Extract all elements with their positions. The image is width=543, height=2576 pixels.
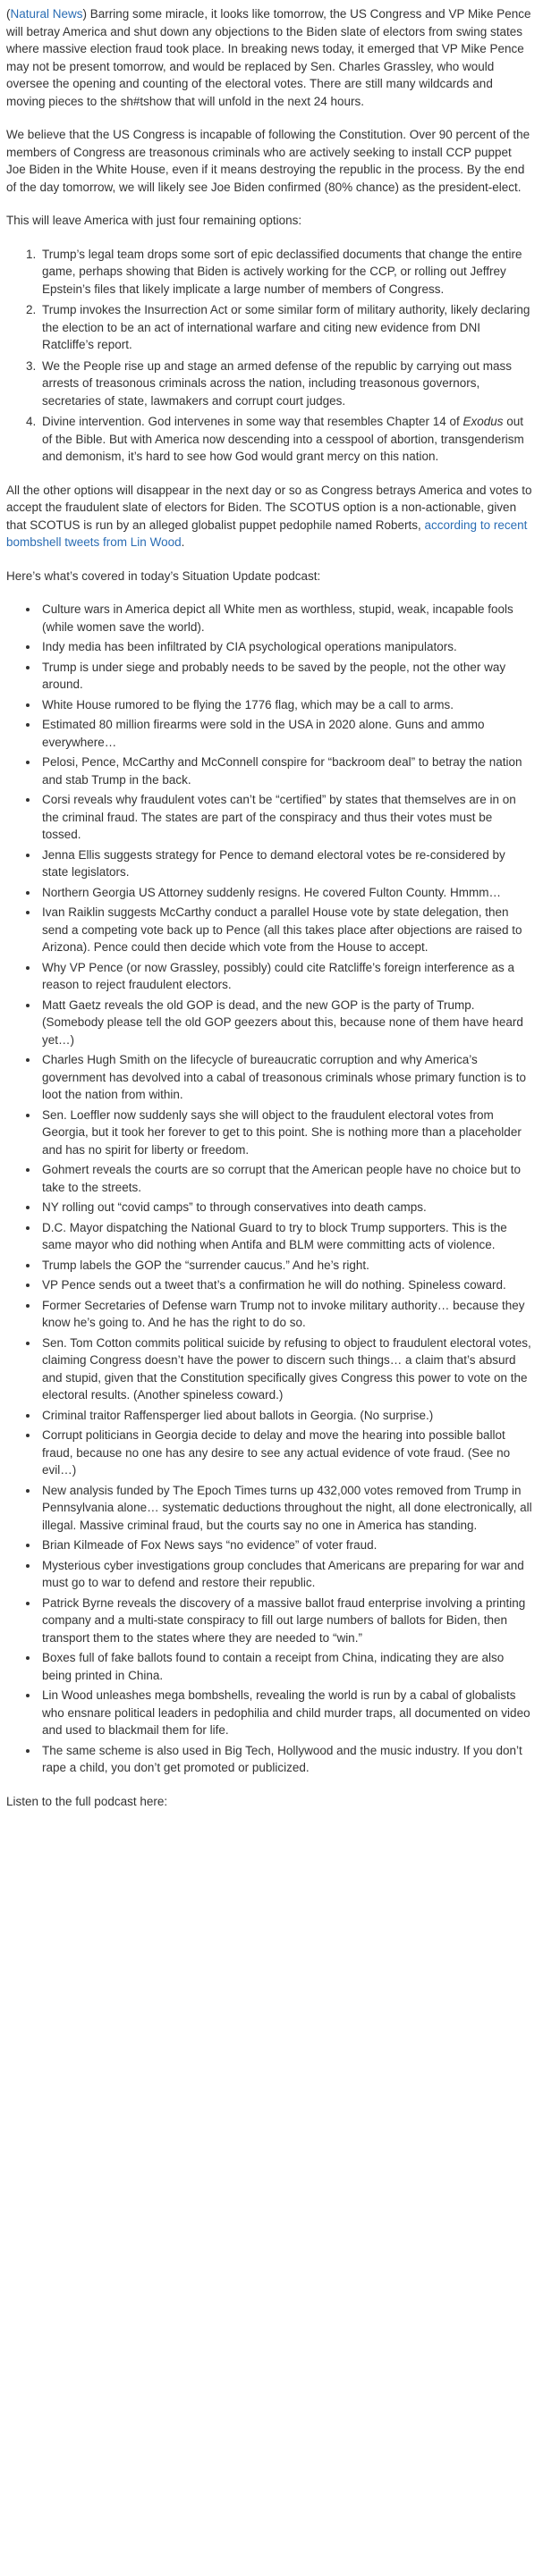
covered-topics-list — [6, 601, 533, 1777]
list-item: • New analysis funded by The Epoch Times turns up 432,000 votes removed from Trump in Pennsylvania alone… systematic deductions throughout the night, all done electronically, all illegal. Massive criminal fraud, but the courts say no one in America has standing. — [39, 1482, 533, 1535]
list-item: • Corsi reveals why fraudulent votes can’t be “certified” by states that themselves are in on the criminal fraud. The states are part of the conspiracy and thus their votes must be tossed. — [39, 791, 533, 844]
covered-heading: Here’s what’s covered in today’s Situation Update podcast: — [6, 568, 321, 583]
list-item: • Criminal traitor Raffensperger lied about ballots in Georgia. (No surprise.) — [39, 1407, 533, 1425]
congress-paragraph: We believe that the US Congress is incapable of following the Constitution. Over 90 percent of the members of Congress are treasonous criminals who are actively seeking to install CCP puppet Joe Biden in the White House, even if it means destroying the republic in the process. By the end of the day tomorrow, we will likely see Joe Biden confirmed (80% chance) as the president-elect. — [6, 128, 530, 194]
list-item: • Indy media has been infiltrated by CIA psychological operations manipulators. — [39, 638, 533, 656]
option-item: 2. Trump invokes the Insurrection Act or some similar form of military authority, likely declaring the election to be an act of international warfare and citing new evidence from DNI Ratcliffe’s report. — [39, 301, 533, 354]
intro-paragraph: (Natural News) Barring some miracle, it looks like tomorrow, the US Congress and VP Mike Pence will betray America and shut down any objections to the Biden slate of electors from swing states where massive election fraud took place. In breaking news today, it emerged that VP Mike Pence may not be present tomorrow, and would be replaced by Sen. Charles Grassley, who would oversee the opening and counting of the electoral votes. There are still many wildcards and moving pieces to the sh#tshow that will unfold in the next 24 hours. — [6, 7, 531, 108]
list-item: • Patrick Byrne reveals the discovery of a massive ballot fraud enterprise involving a printing company and a multi-state conspiracy to fill out large numbers of ballots for Biden, then transport them to the states where they are needed to “win.” — [39, 1595, 533, 1647]
lin-wood-tweets-link[interactable]: according to recent bombshell tweets from Lin Wood — [6, 518, 528, 549]
list-item: • Former Secretaries of Defense warn Trump not to invoke military authority… because they know he’s going to. And he has the right to do so. — [39, 1297, 533, 1332]
list-item: • NY rolling out “covid camps” to through conservatives into death camps. — [39, 1199, 533, 1216]
list-item: • White House rumored to be flying the 1776 flag, which may be a call to arms. — [39, 696, 533, 714]
list-item: • Sen. Tom Cotton commits political suicide by refusing to object to fraudulent electoral votes, claiming Congress doesn’t have the power to discern such things… a claim that’s absurd and stupid, given that the Constitution specifically gives Congress this power to vote on the electoral results. (Another spineless coward.) — [39, 1334, 533, 1404]
option4-after: out of the Bible. But with America now descending into a cesspool of abortion, transgenderism and demonism, it’s hard to see how God would grant mercy on this nation. — [42, 415, 524, 463]
list-item: • Matt Gaetz reveals the old GOP is dead, and the new GOP is the party of Trump. (Somebody please tell the old GOP geezers about this, because none of them have heard yet…) — [39, 997, 533, 1049]
list-item: • Sen. Loeffler now suddenly says she will object to the fraudulent electoral votes from Georgia, but it took her forever to get to this point. She is nothing more than a placeholder and has no spirit for liberty or freedom. — [39, 1107, 533, 1159]
list-item: • Jenna Ellis suggests strategy for Pence to demand electoral votes be re-considered by state legislators. — [39, 846, 533, 881]
scotus-text: All the other options will disappear in the next day or so as Congress betrays America and votes to accept the fraudulent slate of electors for Biden. The SCOTUS option is a non-actionable, given that SCOTUS is run by an alleged globalist puppet pedophile named Roberts, — [6, 483, 532, 532]
options-list — [6, 246, 533, 466]
list-item: • Mysterious cyber investigations group concludes that Americans are preparing for war and must go to war to defend and restore their republic. — [39, 1557, 533, 1592]
list-item: • Northern Georgia US Attorney suddenly resigns. He covered Fulton County. Hmmm… — [39, 884, 533, 902]
list-item: • Estimated 80 million firearms were sold in the USA in 2020 alone. Guns and ammo everywhere… — [39, 716, 533, 751]
options-intro: This will leave America with just four remaining options: — [6, 214, 302, 227]
list-item: • Brian Kilmeade of Fox News says “no evidence” of voter fraud. — [39, 1536, 533, 1554]
list-item: • Culture wars in America depict all White men as worthless, stupid, weak, incapable fools (while women save the world). — [39, 601, 533, 636]
source-link[interactable]: Natural News — [10, 7, 83, 21]
closing-text: Listen to the full podcast here: — [6, 1794, 168, 1808]
list-item: • Trump labels the GOP the “surrender caucus.” And he’s right. — [39, 1257, 533, 1275]
option4-before: Divine intervention. God intervenes in some way that resembles Chapter 14 of — [42, 415, 463, 428]
option-item: 3. We the People rise up and stage an armed defense of the republic by carrying out mass arrests of treasonous criminals across the nation, including treasonous governors, secretaries of state, lawmakers and corrupt court judges. — [39, 358, 533, 410]
option-item — [39, 413, 533, 466]
list-item: • The same scheme is also used in Big Tech, Hollywood and the music industry. If you don’t rape a child, you don’t get promoted or publicized. — [39, 1742, 533, 1777]
list-item: • Corrupt politicians in Georgia decide to delay and move the hearing into possible ballot fraud, because no one has any desire to see any actual evidence of vote fraud. (See no evil…) — [39, 1427, 533, 1479]
scotus-end: . — [181, 535, 185, 549]
option-item: 1. Trump’s legal team drops some sort of epic declassified documents that change the entire game, perhaps showing that Biden is actively working for the CCP, or rolling out Jeffrey Epstein’s files that likely implicate a large number of members of Congress. — [39, 246, 533, 299]
list-item: • Boxes full of fake ballots found to contain a receipt from China, indicating they are also being printed in China. — [39, 1649, 533, 1684]
intro-text: Barring some miracle, it looks like tomorrow, the US Congress and VP Mike Pence will betray America and shut down any objections to the Biden slate of electors from swing states where massive election fraud took place. In breaking news today, it emerged that VP Mike Pence may not be present tomorrow, and would be replaced by Sen. Charles Grassley, who would oversee the opening and counting of the electoral votes. There are still many wildcards and moving pieces to the sh#tshow that will unfold in the next 24 hours. — [6, 7, 531, 108]
list-item: • Pelosi, Pence, McCarthy and McConnell conspire for “backroom deal” to betray the nation and stab Trump in the back. — [39, 753, 533, 788]
list-item: • Why VP Pence (or now Grassley, possibly) could cite Ratcliffe’s foreign interference as a reason to reject fraudulent electors. — [39, 959, 533, 994]
list-item: • D.C. Mayor dispatching the National Guard to try to block Trump supporters. This is the same mayor who did nothing when Antifa and BLM were committing acts of violence. — [39, 1219, 533, 1254]
list-item: • Trump is under siege and probably needs to be saved by the people, not the other way around. — [39, 659, 533, 694]
list-item: • Charles Hugh Smith on the lifecycle of bureaucratic corruption and why America’s government has devolved into a cabal of treasonous criminals whose primary function is to loot the nation from within. — [39, 1051, 533, 1104]
list-item: • Ivan Raiklin suggests McCarthy conduct a parallel House vote by state delegation, then send a competing vote back up to Pence (all this takes place after objections are raised to Arizona). Pence could then decide which vote from the House to accept. — [39, 904, 533, 956]
list-item: • VP Pence sends out a tweet that’s a confirmation he will do nothing. Spineless coward. — [39, 1276, 533, 1294]
option4-italic: Exodus — [462, 415, 504, 428]
list-item: • Lin Wood unleashes mega bombshells, revealing the world is run by a cabal of globalists who ensnare political leaders in pedophilia and child murder traps, all documented on video and used to blackmail them for life. — [39, 1687, 533, 1739]
scotus-paragraph — [6, 482, 533, 551]
list-item: • Gohmert reveals the courts are so corrupt that the American people have no choice but to take to the streets. — [39, 1161, 533, 1196]
